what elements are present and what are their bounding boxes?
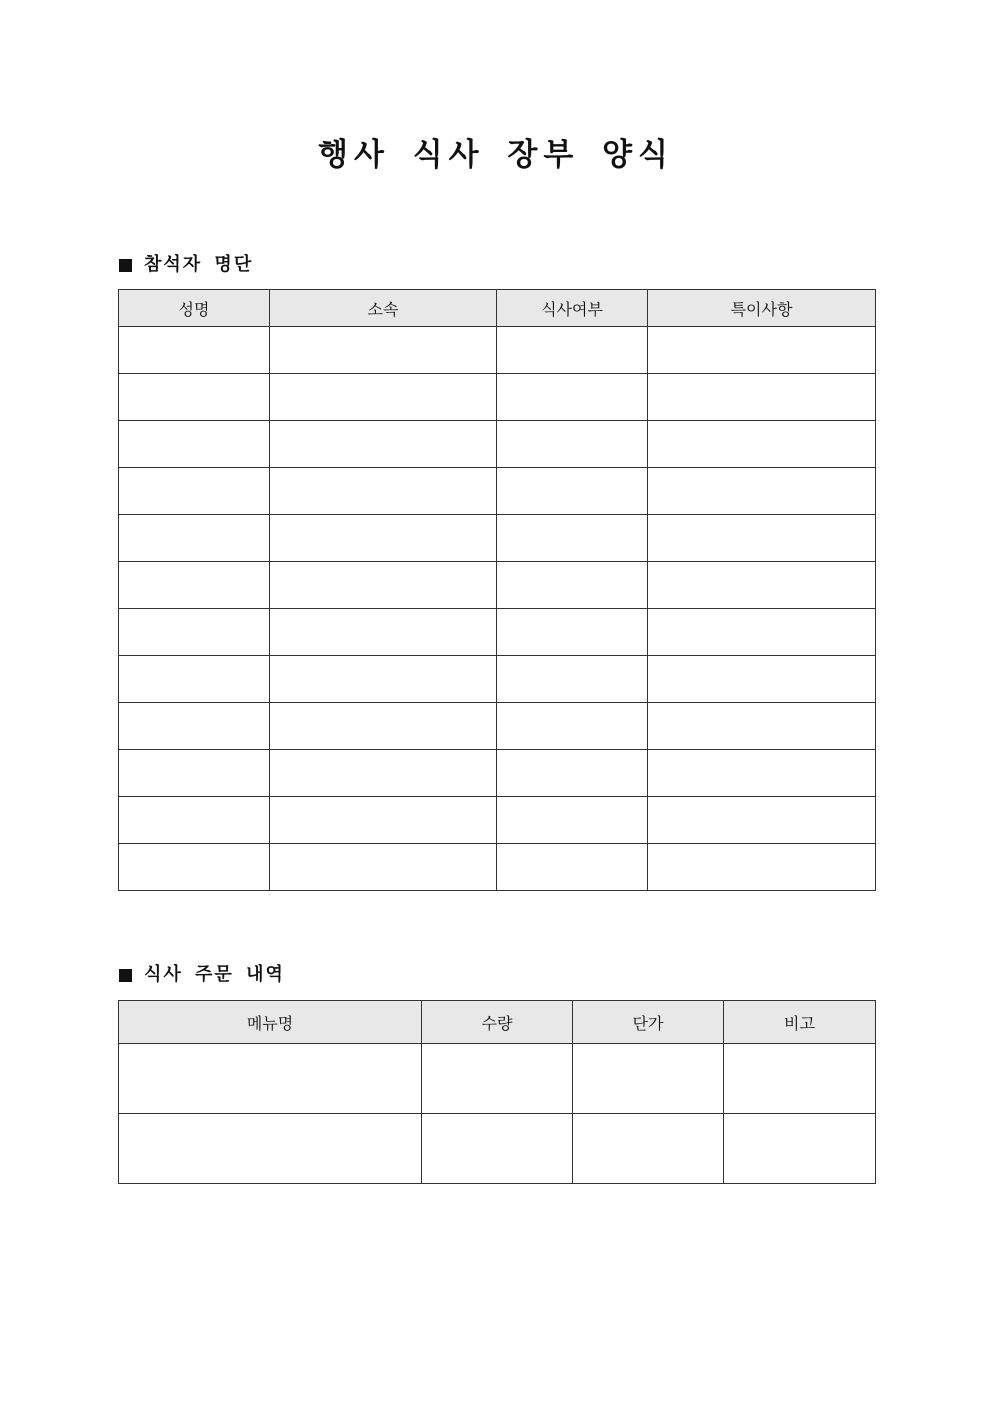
attendee-cell[interactable] [270, 421, 497, 468]
attendee-cell[interactable] [119, 656, 270, 703]
order-cell[interactable] [119, 1044, 422, 1114]
column-header-remarks: 비고 [724, 1001, 876, 1044]
table-row [119, 421, 876, 468]
order-table [118, 1000, 876, 1184]
attendee-section-heading [119, 252, 253, 278]
attendee-cell[interactable] [270, 327, 497, 374]
column-header-menu-name: 메뉴명 [119, 1001, 422, 1044]
attendee-cell[interactable] [648, 468, 876, 515]
attendee-cell[interactable] [497, 797, 648, 844]
attendee-cell[interactable] [119, 703, 270, 750]
attendee-cell[interactable] [648, 421, 876, 468]
attendee-cell[interactable] [497, 562, 648, 609]
attendee-cell[interactable] [497, 468, 648, 515]
table-row [119, 703, 876, 750]
column-header-name: 성명 [119, 290, 270, 327]
attendee-cell[interactable] [497, 656, 648, 703]
attendee-cell[interactable] [270, 750, 497, 797]
table-row [119, 515, 876, 562]
black-square-icon [119, 259, 132, 272]
order-cell[interactable] [422, 1114, 573, 1184]
page-title: 행사 식사 장부 양식 [318, 137, 674, 173]
attendee-cell[interactable] [648, 797, 876, 844]
table-row [119, 562, 876, 609]
order-cell[interactable] [724, 1044, 876, 1114]
attendee-cell[interactable] [270, 609, 497, 656]
attendee-cell[interactable] [497, 374, 648, 421]
table-row [119, 609, 876, 656]
attendee-section-title: 참석자 명단 [144, 254, 254, 275]
attendee-cell[interactable] [497, 421, 648, 468]
attendee-cell[interactable] [119, 374, 270, 421]
attendee-cell[interactable] [648, 374, 876, 421]
attendee-cell[interactable] [497, 515, 648, 562]
attendee-cell[interactable] [119, 609, 270, 656]
attendee-cell[interactable] [270, 844, 497, 891]
table-row [119, 750, 876, 797]
attendee-cell[interactable] [270, 656, 497, 703]
attendee-cell[interactable] [270, 703, 497, 750]
table-row [119, 327, 876, 374]
attendee-cell[interactable] [119, 844, 270, 891]
attendee-cell[interactable] [270, 374, 497, 421]
table-row [119, 468, 876, 515]
table-row [119, 1114, 876, 1184]
column-header-meal-status: 식사여부 [497, 290, 648, 327]
attendee-cell[interactable] [119, 515, 270, 562]
table-row [119, 374, 876, 421]
attendee-cell[interactable] [119, 327, 270, 374]
attendee-cell[interactable] [648, 750, 876, 797]
attendee-cell[interactable] [270, 515, 497, 562]
attendee-cell[interactable] [497, 609, 648, 656]
attendee-cell[interactable] [497, 844, 648, 891]
column-header-affiliation: 소속 [270, 290, 497, 327]
attendee-table [118, 289, 876, 891]
order-section-title: 식사 주문 내역 [144, 964, 285, 985]
attendee-cell[interactable] [648, 844, 876, 891]
attendee-cell[interactable] [648, 656, 876, 703]
attendee-cell[interactable] [648, 562, 876, 609]
order-cell[interactable] [573, 1114, 724, 1184]
table-row [119, 797, 876, 844]
attendee-cell[interactable] [648, 327, 876, 374]
order-cell[interactable] [573, 1044, 724, 1114]
column-header-quantity: 수량 [422, 1001, 573, 1044]
order-cell[interactable] [422, 1044, 573, 1114]
attendee-cell[interactable] [648, 515, 876, 562]
attendee-cell[interactable] [497, 703, 648, 750]
order-cell[interactable] [119, 1114, 422, 1184]
table-row [119, 656, 876, 703]
attendee-cell[interactable] [270, 797, 497, 844]
attendee-cell[interactable] [119, 750, 270, 797]
order-section-heading [119, 962, 285, 988]
attendee-cell[interactable] [270, 468, 497, 515]
column-header-notes: 특이사항 [648, 290, 876, 327]
attendee-cell[interactable] [119, 562, 270, 609]
table-row [119, 844, 876, 891]
table-row [119, 1044, 876, 1114]
attendee-cell[interactable] [497, 750, 648, 797]
black-square-icon [119, 969, 132, 982]
order-cell[interactable] [724, 1114, 876, 1184]
attendee-header-row [119, 290, 876, 327]
attendee-cell[interactable] [648, 703, 876, 750]
attendee-cell[interactable] [119, 797, 270, 844]
attendee-cell[interactable] [648, 609, 876, 656]
order-header-row [119, 1001, 876, 1044]
attendee-cell[interactable] [119, 468, 270, 515]
attendee-cell[interactable] [270, 562, 497, 609]
attendee-cell[interactable] [119, 421, 270, 468]
column-header-unit-price: 단가 [573, 1001, 724, 1044]
attendee-cell[interactable] [497, 327, 648, 374]
